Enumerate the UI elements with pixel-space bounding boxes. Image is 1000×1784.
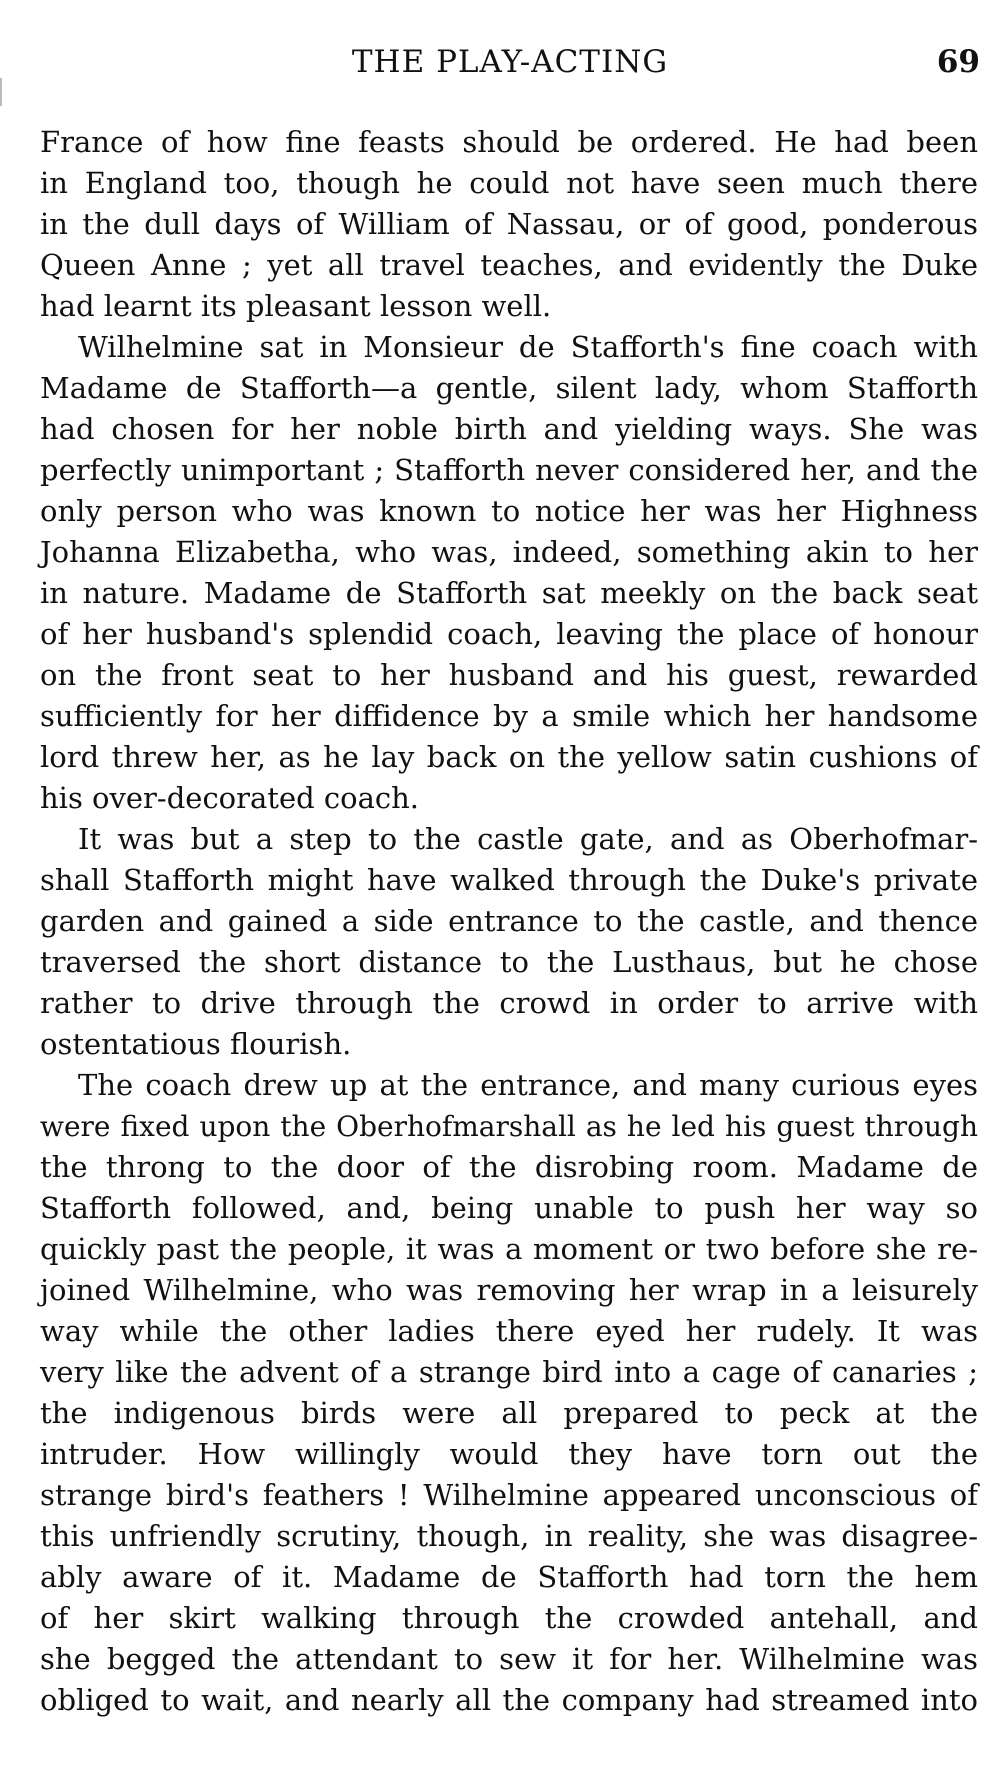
text-line: intruder. How willingly would they have torn out the (40, 1437, 978, 1471)
text-line: France of how fine feasts should be ordered. He had been (40, 125, 978, 159)
text-line: the throng to the door of the disrobing room. Madame de (40, 1150, 978, 1184)
text-line: sufficiently for her diffidence by a smile which her handsome (40, 699, 978, 733)
text-line: very like the advent of a strange bird into a cage of canaries ; (40, 1355, 978, 1389)
text-line: shall Stafforth might have walked through the Duke's private (40, 863, 978, 897)
text-line: were fixed upon the Oberhofmarshall as he led his guest through (40, 1110, 978, 1143)
text-line: It was but a step to the castle gate, and as Oberhofmar- (78, 822, 978, 856)
text-line: garden and gained a side entrance to the castle, and thence (40, 904, 978, 938)
text-line: obliged to wait, and nearly all the company had streamed into (40, 1683, 978, 1717)
text-line: strange bird's feathers ! Wilhelmine appeared unconscious of (40, 1478, 978, 1512)
body-text (40, 122, 978, 1721)
text-line: rather to drive through the crowd in order to arrive with (40, 986, 978, 1020)
text-line: Stafforth followed, and, being unable to push her way so (40, 1191, 978, 1225)
text-line: way while the other ladies there eyed her rudely. It was (40, 1314, 978, 1348)
text-line: Queen Anne ; yet all travel teaches, and evidently the Duke (40, 248, 978, 282)
text-line: quickly past the people, it was a moment or two before she re- (40, 1232, 978, 1266)
text-line: traversed the short distance to the Lusthaus, but he chose (40, 945, 978, 979)
text-line: the indigenous birds were all prepared to peck at the (40, 1396, 978, 1430)
text-line: ostentatious flourish. (40, 1027, 352, 1061)
text-line: ably aware of it. Madame de Stafforth had torn the hem (40, 1560, 978, 1594)
text-line: in the dull days of William of Nassau, or of good, ponderous (40, 207, 978, 241)
text-line: The coach drew up at the entrance, and many curious eyes (78, 1068, 978, 1102)
text-line: Johanna Elizabetha, who was, indeed, something akin to her (40, 535, 978, 569)
text-line: had chosen for her noble birth and yielding ways. She was (40, 412, 978, 446)
text-line: joined Wilhelmine, who was removing her wrap in a leisurely (40, 1273, 978, 1307)
page-number: 69 (936, 44, 980, 80)
text-line: Wilhelmine sat in Monsieur de Stafforth's fine coach with (78, 330, 978, 364)
text-line: Madame de Stafforth—a gentle, silent lady, whom Stafforth (40, 371, 978, 405)
text-line: of her skirt walking through the crowded antehall, and (40, 1601, 978, 1635)
text-line: lord threw her, as he lay back on the yellow satin cushions of (40, 740, 978, 774)
running-header (40, 44, 980, 94)
text-line: in England too, though he could not have seen much there (40, 166, 978, 200)
text-line: perfectly unimportant ; Stafforth never considered her, and the (40, 453, 978, 487)
text-line: only person who was known to notice her was her Highness (40, 494, 978, 528)
scan-edge-mark (0, 78, 2, 106)
text-line: of her husband's splendid coach, leaving the place of honour (40, 617, 978, 651)
running-title: THE PLAY-ACTING (351, 44, 669, 80)
text-line: had learnt its pleasant lesson well. (40, 289, 552, 323)
text-line: in nature. Madame de Stafforth sat meekly on the back seat (40, 576, 978, 610)
text-line: this unfriendly scrutiny, though, in reality, she was disagree- (40, 1519, 978, 1553)
text-line: on the front seat to her husband and his guest, rewarded (40, 658, 978, 692)
text-line: his over-decorated coach. (40, 781, 420, 815)
text-line: she begged the attendant to sew it for her. Wilhelmine was (40, 1642, 978, 1676)
